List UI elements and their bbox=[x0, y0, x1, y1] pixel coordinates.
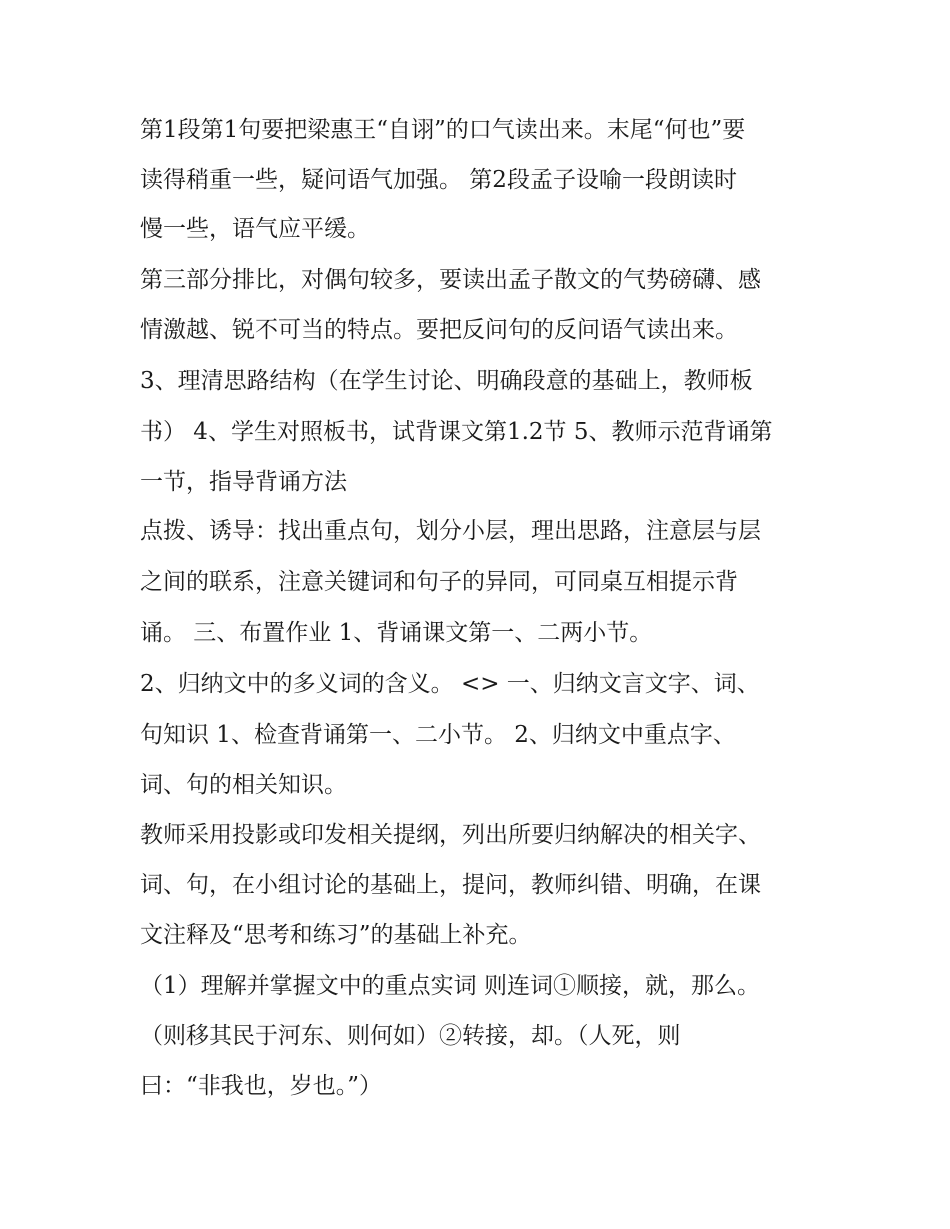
text-line: 词、句的相关知识。 bbox=[140, 772, 347, 798]
text-line: 3、理清思路结构（在学生讨论、明确段意的基础上，教师板 bbox=[140, 368, 753, 394]
text-line: 书） 4、学生对照板书，试背课文第1.2节 5、教师示范背诵第 bbox=[140, 419, 773, 445]
text-line: 情激越、锐不可当的特点。要把反问句的反问语气读出来。 bbox=[140, 317, 738, 343]
text-line: （1）理解并掌握文中的重点实词 则连词①顺接，就，那么。 bbox=[140, 973, 760, 999]
text-line: 诵。 三、布置作业 1、背诵课文第一、二两小节。 bbox=[140, 620, 653, 646]
text-line: 慢一些，语气应平缓。 bbox=[140, 216, 370, 242]
text-line: 曰：“非我也，岁也。”） bbox=[140, 1073, 383, 1099]
text-line: 文注释及“思考和练习”的基础上补充。 bbox=[140, 922, 532, 948]
text-line: 句知识 1、检查背诵第一、二小节。 2、归纳文中重点字、 bbox=[140, 722, 736, 748]
text-line: 之间的联系，注意关键词和句子的异同，可同桌互相提示背 bbox=[140, 569, 738, 595]
text-line: 第三部分排比，对偶句较多，要读出孟子散文的气势磅礴、感 bbox=[140, 267, 761, 293]
text-line: 2、归纳文中的多义词的含义。 <> 一、归纳文言文字、词、 bbox=[140, 671, 760, 697]
text-line: 一节，指导背诵方法 bbox=[140, 469, 347, 495]
text-line: 教师采用投影或印发相关提纲，列出所要归纳解决的相关字、 bbox=[140, 822, 761, 848]
text-line: 点拨、诱导：找出重点句，划分小层，理出思路，注意层与层 bbox=[140, 518, 761, 544]
text-line: 词、句，在小组讨论的基础上，提问，教师纠错、明确，在课 bbox=[140, 872, 761, 898]
text-line: （则移其民于河东、则何如）②转接，却。（人死，则 bbox=[140, 1023, 681, 1049]
text-line: 读得稍重一些，疑问语气加强。 第2段孟子设喻一段朗读时 bbox=[140, 167, 737, 193]
text-line: 第1段第1句要把梁惠王“自诩”的口气读出来。末尾“何也”要 bbox=[140, 117, 746, 143]
